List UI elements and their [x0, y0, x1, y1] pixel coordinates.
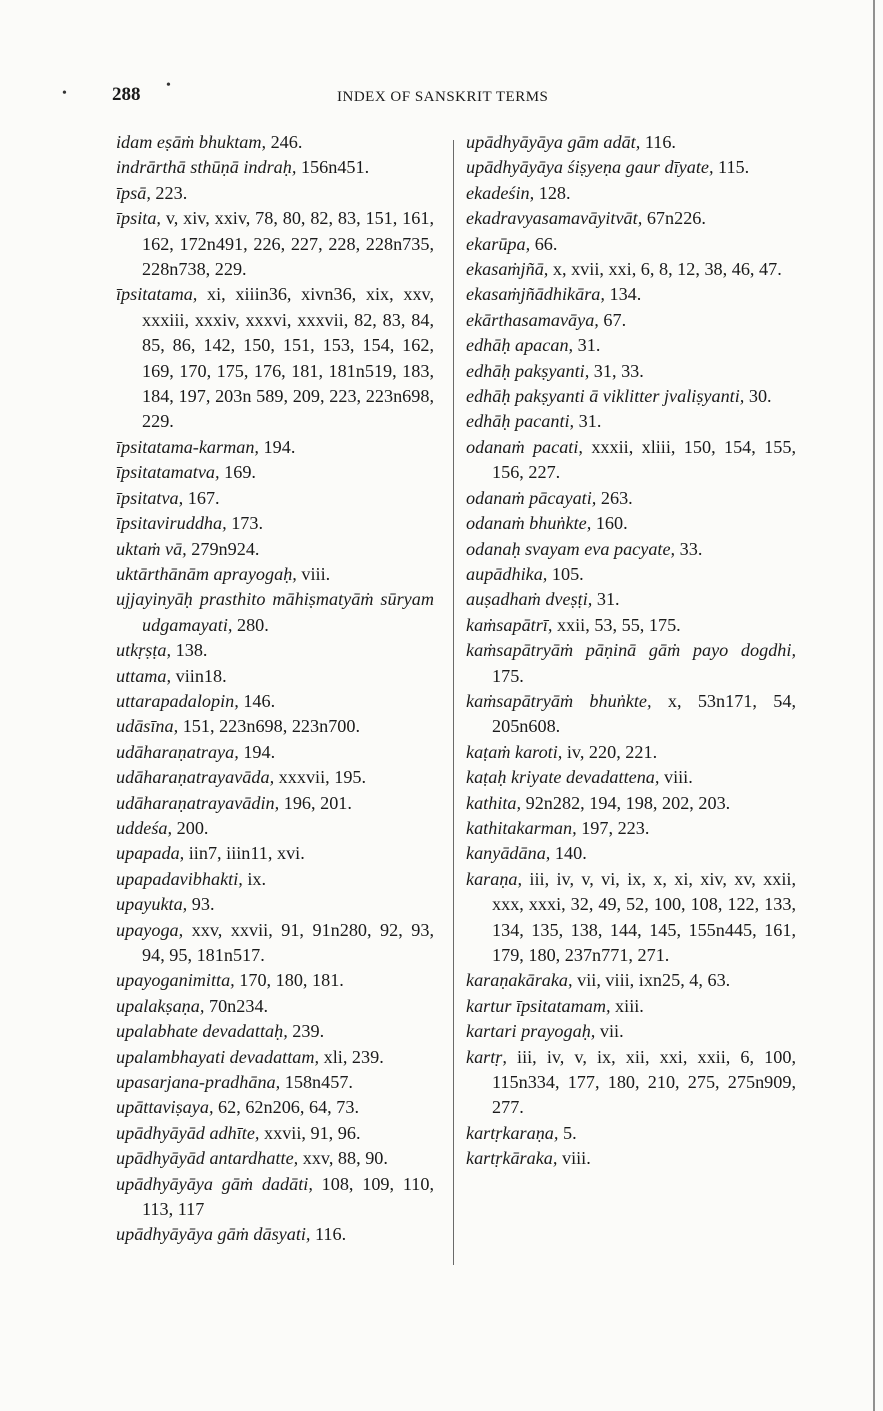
- index-page-refs: 70n234.: [204, 995, 269, 1016]
- index-term: kaṁsapātrī,: [466, 614, 553, 635]
- index-term: upalabhate devadattaḥ,: [116, 1021, 288, 1042]
- index-term: kaṁsapātryāṁ pāṇinā gāṁ payo dogdhi,: [466, 640, 796, 661]
- index-column-right: [466, 130, 796, 1172]
- index-entry: [116, 130, 434, 155]
- index-page-refs: 128.: [534, 182, 571, 203]
- index-entry: [116, 714, 434, 739]
- index-page-refs: viii.: [557, 1148, 591, 1169]
- index-entry: [466, 638, 796, 689]
- index-entry: [116, 841, 434, 866]
- index-page-refs: 200.: [172, 817, 209, 838]
- index-term: edhāḥ pakṣyanti,: [466, 360, 590, 381]
- index-page-refs: iii, iv, v, ix, xii, xxi, xxii, 6, 100, 115n334, 177, 180, 210, 275, 275n909, 277.: [492, 1046, 796, 1118]
- index-page-refs: xxv, xxvii, 91, 91n280, 92, 93, 94, 95, 181n517.: [142, 919, 434, 965]
- index-entry: [116, 1095, 434, 1120]
- index-entry: [466, 155, 796, 180]
- index-page-refs: 138.: [171, 640, 208, 661]
- index-page-refs: xxv, 88, 90.: [298, 1148, 388, 1169]
- index-page-refs: 31.: [592, 589, 620, 610]
- index-page-refs: 105.: [547, 563, 584, 584]
- index-entry: [466, 1121, 796, 1146]
- index-page-refs: 31.: [573, 335, 601, 356]
- index-page-refs: ix.: [242, 868, 267, 889]
- index-entry: [116, 486, 434, 511]
- index-term: upāttaviṣaya,: [116, 1097, 214, 1118]
- index-page-refs: v, xiv, xxiv, 78, 80, 82, 83, 151, 161, 162, 172n491, 226, 227, 228, 228n735, 228n738, 229.: [142, 208, 434, 280]
- index-term: upapada,: [116, 843, 185, 864]
- index-term: upalakṣaṇa,: [116, 995, 205, 1016]
- index-term: udāharaṇatraya,: [116, 741, 239, 762]
- index-page-refs: 158n457.: [280, 1072, 353, 1093]
- index-page-refs: 67.: [598, 309, 627, 330]
- index-entry: [116, 740, 434, 765]
- index-term: īpsitatama-karman,: [116, 436, 259, 457]
- index-term: uttarapadalopin,: [116, 690, 239, 711]
- index-term: udāharaṇatrayavāda,: [116, 767, 275, 788]
- index-entry: [116, 791, 434, 816]
- index-term: odanaṁ bhuṅkte,: [466, 513, 592, 534]
- index-page-refs: 66.: [530, 233, 558, 254]
- index-entry: [116, 689, 434, 714]
- index-term: kartur īpsitatamam,: [466, 995, 611, 1016]
- index-entry: [466, 613, 796, 638]
- index-term: odanaḥ svayam eva pacyate,: [466, 538, 676, 559]
- index-page-refs: 173.: [226, 513, 264, 534]
- index-column-left: [116, 130, 434, 1248]
- running-head: INDEX OF SANSKRIT TERMS: [337, 89, 549, 105]
- index-entry: [466, 791, 796, 816]
- index-term: ujjayinyāḥ prasthito māhiṣmatyāṁ sūryam udgamayati,: [116, 589, 434, 635]
- index-page-refs: 33.: [675, 538, 703, 559]
- index-page-refs: 279n924.: [186, 538, 260, 559]
- index-page-refs: 169.: [219, 462, 256, 483]
- index-page-refs: xxxvii, 195.: [274, 767, 367, 788]
- index-page-refs: vii.: [595, 1021, 624, 1042]
- index-entry: [116, 181, 434, 206]
- index-entry: [116, 1222, 434, 1247]
- index-term: kaṭaṁ karoti,: [466, 741, 563, 762]
- index-page-refs: x, xvii, xxi, 6, 8, 12, 38, 46, 47.: [548, 259, 782, 280]
- index-term: upādhyāyāya gām adāt,: [466, 132, 641, 152]
- index-entry: [116, 1146, 434, 1171]
- index-entry: [466, 537, 796, 562]
- index-page-refs: xli, 239.: [319, 1046, 384, 1067]
- index-term: edhāḥ pakṣyanti ā viklitter jvaliṣyanti,: [466, 386, 745, 407]
- index-entry: [466, 765, 796, 790]
- index-entry: [466, 562, 796, 587]
- index-page-refs: xiii.: [610, 995, 644, 1016]
- index-page-refs: iv, 220, 221.: [562, 741, 658, 762]
- index-page-refs: xxxii, xliii, 150, 154, 155, 156, 227.: [492, 436, 796, 483]
- index-entry: [466, 841, 796, 866]
- index-page-refs: 108, 109, 110, 113, 117: [142, 1173, 434, 1220]
- index-term: udāharaṇatrayavādin,: [116, 792, 280, 813]
- index-entry: [116, 537, 434, 562]
- index-entry: [466, 359, 796, 384]
- index-page-refs: 5.: [558, 1122, 577, 1143]
- index-entry: [116, 994, 434, 1019]
- index-page-refs: xxvii, 91, 96.: [259, 1122, 361, 1143]
- index-term: karaṇakāraka,: [466, 970, 573, 991]
- index-term: kartṛ,: [466, 1046, 507, 1067]
- index-term: kaṁsapātryāṁ bhuṅkte,: [466, 690, 652, 711]
- index-term: upalambhayati devadattam,: [116, 1046, 320, 1067]
- index-term: upapadavibhakti,: [116, 868, 243, 889]
- index-term: ekadeśin,: [466, 182, 535, 203]
- index-term: īpsitatama,: [116, 284, 198, 305]
- index-page-refs: 93.: [187, 894, 215, 915]
- index-term: ekarūpa,: [466, 233, 531, 254]
- index-entry: [116, 892, 434, 917]
- index-term: upayoga,: [116, 919, 184, 940]
- index-term: upasarjana-pradhāna,: [116, 1072, 281, 1093]
- index-entry: [466, 511, 796, 536]
- index-term: upādhyāyāya śiṣyeṇa gaur dīyate,: [466, 157, 714, 178]
- index-term: upādhyāyāya gāṁ dāsyati,: [116, 1224, 311, 1245]
- index-entry: [466, 1019, 796, 1044]
- index-term: upayoganimitta,: [116, 970, 235, 991]
- index-page-refs: 167.: [183, 487, 220, 508]
- index-entry: [466, 409, 796, 434]
- index-page-refs: 197, 223.: [576, 817, 650, 838]
- index-term: upādhyāyāya gāṁ dadāti,: [116, 1173, 313, 1194]
- scan-speck-mark: •: [62, 86, 67, 101]
- index-page-refs: viii.: [659, 767, 693, 788]
- index-entry: [116, 918, 434, 969]
- index-term: odanaṁ pacati,: [466, 436, 583, 457]
- index-page-refs: 115.: [713, 157, 750, 178]
- page-number: 288: [112, 84, 141, 105]
- index-entry: [116, 587, 434, 638]
- scan-speck-mark: •: [166, 78, 171, 93]
- index-entry: [466, 206, 796, 231]
- index-page-refs: 156n451.: [296, 157, 370, 178]
- index-entry: [116, 206, 434, 282]
- index-page-refs: 160.: [591, 513, 628, 534]
- index-term: edhāḥ apacan,: [466, 335, 574, 356]
- index-entry: [116, 867, 434, 892]
- index-term: ekadravyasamavāyitvāt,: [466, 208, 643, 229]
- index-page-refs: 67n226.: [642, 208, 706, 229]
- index-term: ekārthasamavāya,: [466, 309, 599, 330]
- index-entry: [116, 155, 434, 180]
- index-entry: [466, 740, 796, 765]
- index-entry: [116, 1070, 434, 1095]
- index-page-refs: viin18.: [171, 665, 227, 686]
- index-term: kartṛkaraṇa,: [466, 1122, 559, 1143]
- index-term: upayukta,: [116, 894, 188, 915]
- index-entry: [116, 562, 434, 587]
- index-term: kathitakarman,: [466, 817, 577, 838]
- index-entry: [466, 867, 796, 969]
- index-entry: [466, 689, 796, 740]
- index-term: kaṭaḥ kriyate devadattena,: [466, 767, 660, 788]
- column-divider: [453, 140, 454, 1265]
- index-term: uktaṁ vā,: [116, 538, 187, 559]
- index-entry: [466, 181, 796, 206]
- index-entry: [466, 486, 796, 511]
- index-entry: [466, 232, 796, 257]
- index-entry: [466, 435, 796, 486]
- index-entry: [116, 282, 434, 434]
- index-page-refs: 92n282, 194, 198, 202, 203.: [521, 792, 731, 813]
- index-term: upādhyāyād adhīte,: [116, 1122, 260, 1143]
- index-term: īpsitatva,: [116, 487, 184, 508]
- index-entry: [116, 816, 434, 841]
- index-entry: [466, 816, 796, 841]
- index-term: īpsitaviruddha,: [116, 513, 227, 534]
- index-term: odanaṁ pācayati,: [466, 487, 597, 508]
- index-page-refs: 239.: [287, 1021, 325, 1042]
- index-term: uktārthānām aprayogaḥ,: [116, 563, 297, 584]
- index-term: uddeśa,: [116, 817, 173, 838]
- index-term: ekasaṁjñā,: [466, 259, 549, 280]
- index-page-refs: 196, 201.: [279, 792, 352, 813]
- index-page-refs: 280.: [232, 614, 269, 635]
- index-term: īpsitatamatva,: [116, 462, 220, 483]
- index-entry: [466, 968, 796, 993]
- index-term: upādhyāyād antardhatte,: [116, 1148, 299, 1169]
- index-entry: [116, 664, 434, 689]
- index-term: idam eṣāṁ bhuktam,: [116, 132, 267, 152]
- index-entry: [466, 257, 796, 282]
- index-term: karaṇa,: [466, 868, 523, 889]
- index-term: edhāḥ pacanti,: [466, 411, 575, 432]
- index-page-refs: 31, 33.: [589, 360, 644, 381]
- index-entry: [466, 1146, 796, 1171]
- index-entry: [466, 994, 796, 1019]
- index-term: indrārthā sthūṇā indraḥ,: [116, 157, 297, 178]
- index-page-refs: 246.: [266, 132, 303, 152]
- index-entry: [466, 308, 796, 333]
- index-entry: [116, 1121, 434, 1146]
- index-term: kanyādāna,: [466, 843, 551, 864]
- index-page-refs: 116.: [310, 1224, 347, 1245]
- index-page-refs: vii, viii, ixn25, 4, 63.: [572, 970, 731, 991]
- index-term: īpsā,: [116, 182, 151, 203]
- index-page-refs: 30.: [744, 386, 772, 407]
- index-page-refs: xi, xiiin36, xivn36, xix, xxv, xxxiii, xxxiv, xxxvi, xxxvii, 82, 83, 84, 85, 86, 142, 150, 151, 153, 154, 162, 169, 170, 175, 176, 181, 181n519, 183, 184, 197, 203n 589, 209, 223, 223n698, 229.: [142, 284, 434, 432]
- index-entry: [116, 460, 434, 485]
- index-entry: [116, 638, 434, 663]
- index-entry: [466, 384, 796, 409]
- index-page-refs: 223.: [150, 182, 188, 203]
- index-entry: [466, 333, 796, 358]
- index-entry: [116, 1019, 434, 1044]
- index-entry: [116, 511, 434, 536]
- index-page-refs: 263.: [596, 487, 633, 508]
- index-page-refs: xxii, 53, 55, 175.: [552, 614, 681, 635]
- index-term: ekasaṁjñādhikāra,: [466, 284, 605, 305]
- index-entry: [116, 968, 434, 993]
- index-entry: [116, 1045, 434, 1070]
- index-term: udāsīna,: [116, 716, 179, 737]
- index-page-refs: 151, 223n698, 223n700.: [178, 716, 361, 737]
- index-entry: [466, 1045, 796, 1121]
- index-term: kathita,: [466, 792, 522, 813]
- index-term: īpsita,: [116, 208, 161, 229]
- index-page-refs: 62, 62n206, 64, 73.: [213, 1097, 359, 1118]
- index-term: utkṛṣṭa,: [116, 640, 172, 661]
- index-term: uttama,: [116, 665, 172, 686]
- index-page-refs: 194.: [238, 741, 276, 762]
- index-term: auṣadhaṁ dveṣṭi,: [466, 589, 593, 610]
- index-entry: [116, 765, 434, 790]
- index-entry: [466, 130, 796, 155]
- index-page-refs: 194.: [258, 436, 296, 457]
- index-page-refs: iii, iv, v, vi, ix, x, xi, xiv, xv, xxii, xxx, xxxi, 32, 49, 52, 100, 108, 122, 133, 134, 135, 138, 144, 145, 155n445, 161, 179, 180, 237n771, 271.: [492, 868, 796, 965]
- index-page-refs: 175.: [492, 665, 524, 686]
- index-page-refs: 140.: [550, 843, 587, 864]
- index-entry: [116, 435, 434, 460]
- index-page-refs: 170, 180, 181.: [234, 970, 344, 991]
- index-page-refs: 134.: [604, 284, 642, 305]
- index-page-refs: viii.: [296, 563, 331, 584]
- index-page-refs: 116.: [640, 132, 676, 152]
- index-page-refs: x, 53n171, 54, 205n608.: [492, 690, 797, 737]
- page-edge-scan-line: [873, 0, 875, 1411]
- index-entry: [116, 1172, 434, 1223]
- index-term: kartṛkāraka,: [466, 1148, 558, 1169]
- index-entry: [466, 587, 796, 612]
- index-term: kartari prayogaḥ,: [466, 1021, 596, 1042]
- index-page-refs: 146.: [238, 690, 276, 711]
- index-term: aupādhika,: [466, 563, 548, 584]
- index-page-refs: iin7, iiin11, xvi.: [184, 843, 305, 864]
- index-entry: [466, 282, 796, 307]
- index-page-refs: 31.: [574, 411, 602, 432]
